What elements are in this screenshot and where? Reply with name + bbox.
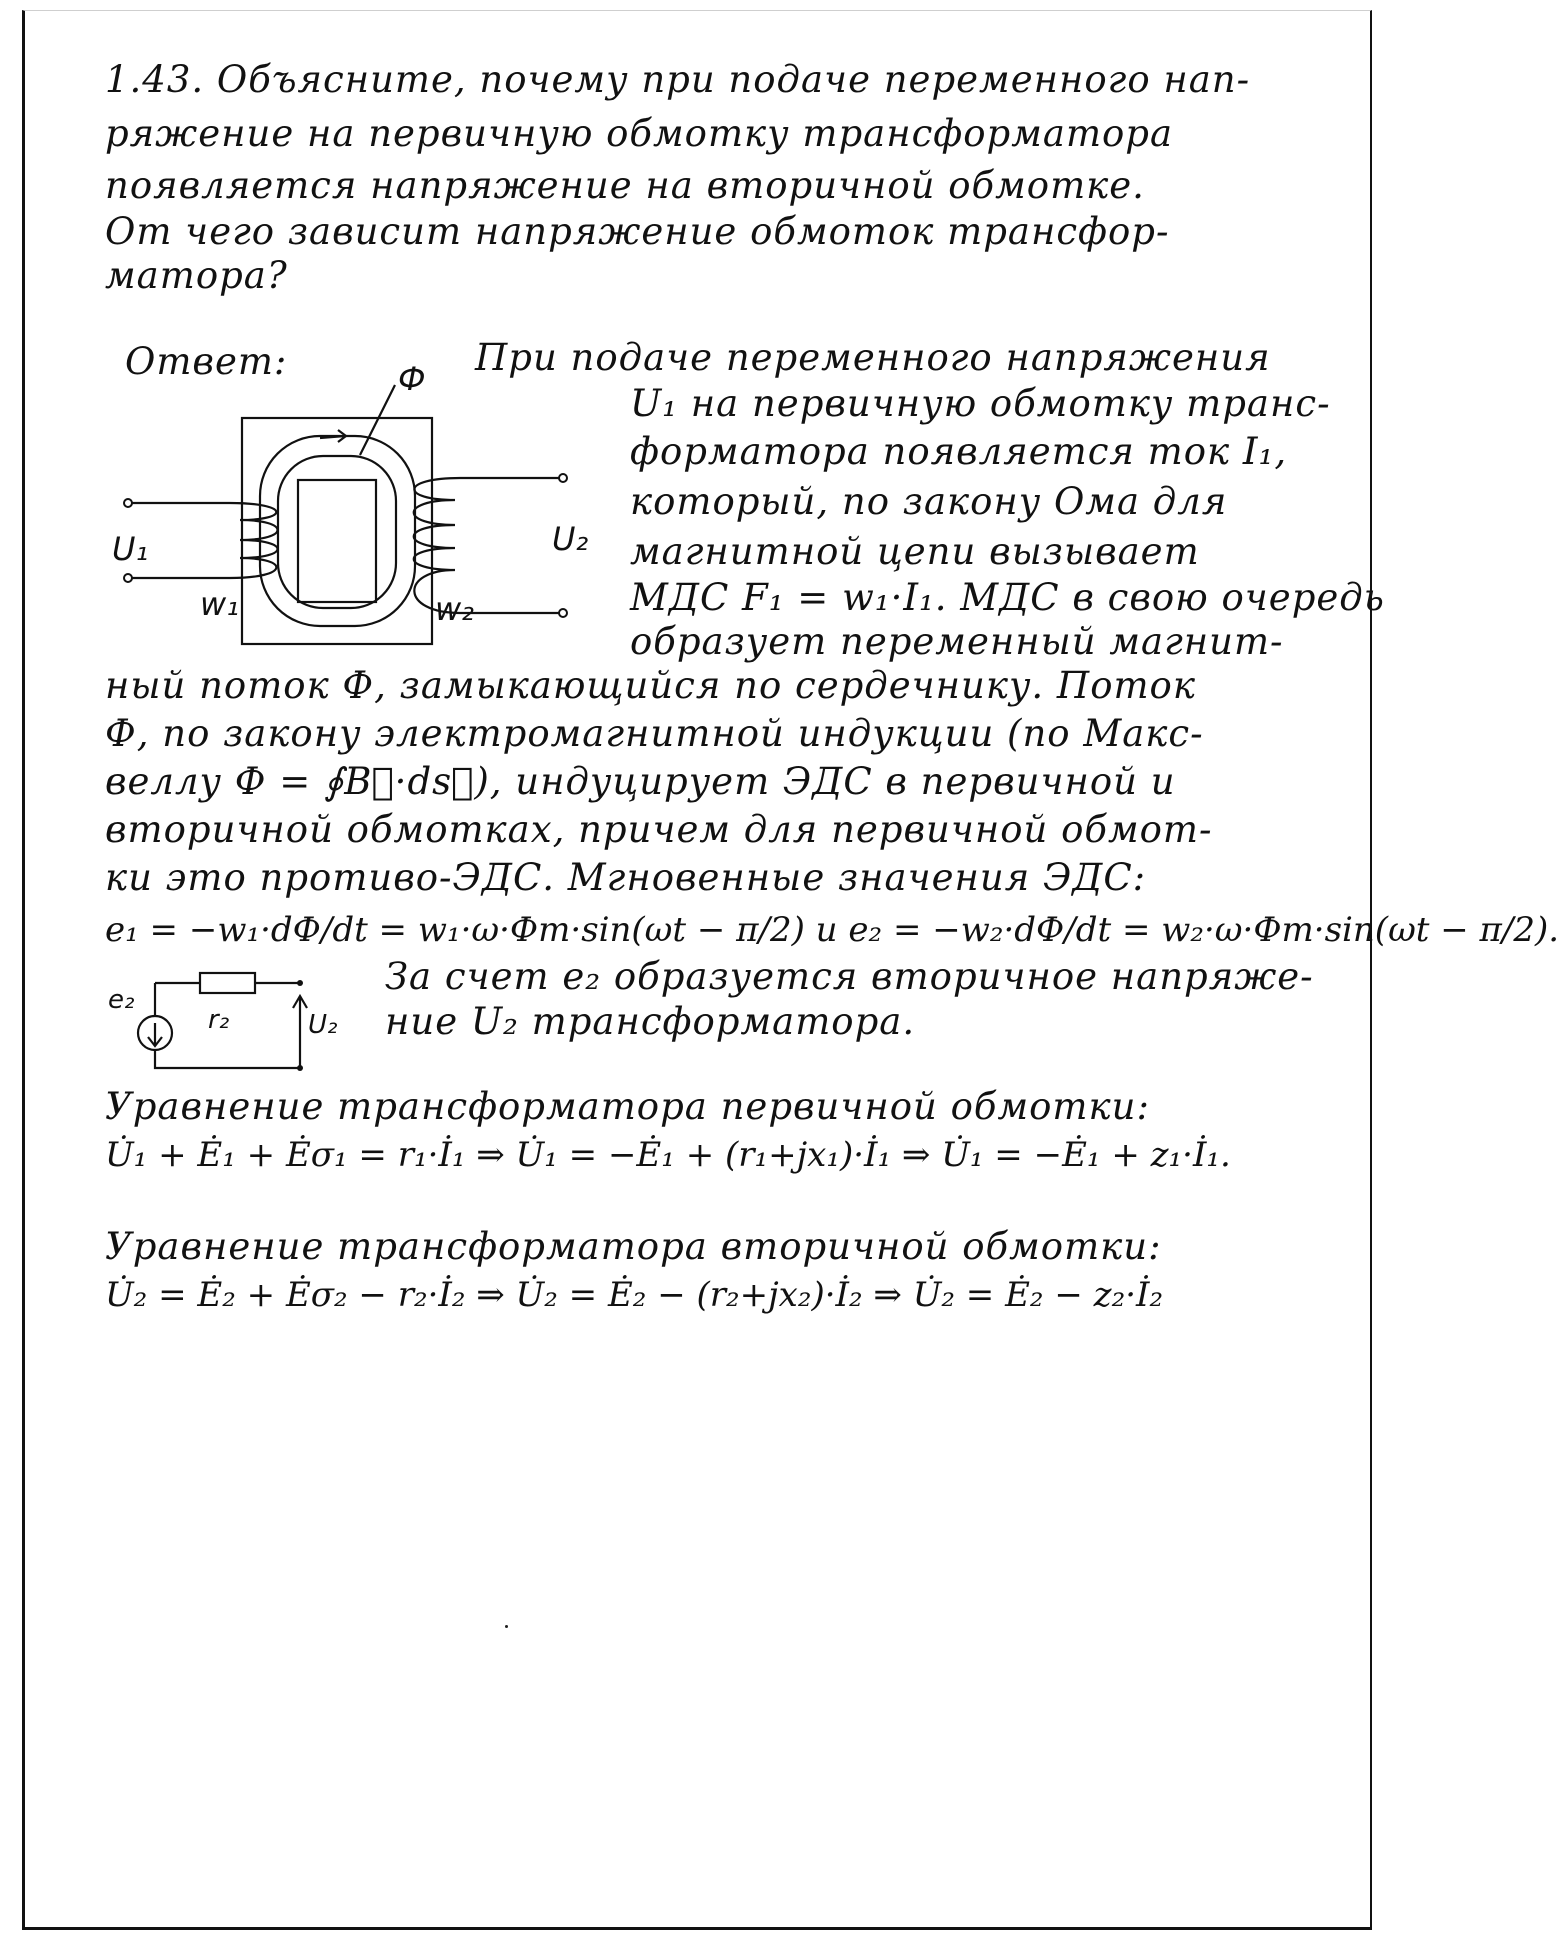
flux-loop-outer	[260, 436, 415, 626]
primary-title: Уравнение трансформатора первичной обмотки:	[105, 1085, 1150, 1128]
answer-line-5: ки это противо-ЭДС. Мгновенные значения ЭДС:	[105, 856, 1147, 899]
u1-label: U₁	[112, 530, 149, 568]
core-outer	[242, 418, 432, 644]
core-window	[298, 480, 376, 602]
answer-right-line-1: При подаче переменного напряжения	[475, 336, 1271, 379]
primary-equation: U̇₁ + Ė₁ + Ėσ₁ = r₁·İ₁ ⇒ U̇₁ = −Ė₁ + (r₁+jx₁)·İ₁ ⇒ U̇₁ = −Ė₁ + z₁·İ₁.	[105, 1135, 1231, 1175]
u2-circuit-label: U₂	[308, 1010, 338, 1040]
answer-line-2: Ф, по закону электромагнитной индукции (по Макс-	[105, 712, 1204, 755]
terminal-u1-bottom	[124, 574, 132, 582]
answer-right-line-2: U₁ на первичную обмотку транс-	[630, 382, 1331, 425]
problem-line-4: От чего зависит напряжение обмоток трансфор-	[105, 210, 1170, 253]
answer-right-line-6: МДС F₁ = w₁·I₁. МДС в свою очередь	[630, 576, 1385, 619]
after-line-2: ние U₂ трансформатора.	[385, 1000, 916, 1043]
secondary-equation: U̇₂ = Ė₂ + Ėσ₂ − r₂·İ₂ ⇒ U̇₂ = Ė₂ − (r₂+jx₂)·İ₂ ⇒ U̇₂ = Ė₂ − z₂·İ₂	[105, 1275, 1164, 1315]
answer-label: Ответ:	[125, 340, 288, 383]
resistor-r2	[200, 973, 255, 993]
transformer-diagram	[110, 360, 590, 650]
e2-label: e₂	[108, 985, 135, 1015]
answer-right-line-4: который, по закону Ома для	[630, 480, 1228, 523]
secondary-title: Уравнение трансформатора вторичной обмотки:	[105, 1225, 1162, 1268]
after-line-1: За счет e₂ образуется вторичное напряже-	[385, 955, 1314, 998]
r2-label: r₂	[208, 1005, 230, 1035]
answer-line-4: вторичной обмотках, причем для первичной обмот-	[105, 808, 1213, 851]
flux-loop-inner	[278, 456, 396, 608]
problem-line-2: ряжение на первичную обмотку трансформатора	[105, 112, 1174, 155]
problem-line-1: 1.43. Объясните, почему при подаче переменного нап-	[105, 58, 1251, 101]
emf-equation: e₁ = −w₁·dФ/dt = w₁·ω·Фm·sin(ωt − π/2) и e₂ = −w₂·dФ/dt = w₂·ω·Фm·sin(ωt − π/2).	[105, 910, 1559, 950]
problem-line-3: появляется напряжение на вторичной обмотке.	[105, 164, 1145, 207]
terminal-u2-top	[559, 474, 567, 482]
problem-line-5: матора?	[105, 254, 288, 297]
answer-right-line-5: магнитной цепи вызывает	[630, 530, 1200, 573]
terminal-u1-top	[124, 499, 132, 507]
answer-line-1: ный поток Ф, замыкающийся по сердечнику. Поток	[105, 664, 1196, 707]
w2-label: w₂	[435, 590, 474, 628]
answer-right-line-3: форматора появляется ток I₁,	[630, 430, 1288, 473]
answer-line-3: веллу Ф = ∮B⃗·ds⃗), индуцирует ЭДС в первичной и	[105, 760, 1176, 803]
terminal-u2-bottom	[559, 609, 567, 617]
u2-label: U₂	[552, 520, 589, 558]
flux-label: Ф	[398, 360, 426, 398]
w1-label: w₁	[200, 585, 239, 623]
answer-right-line-7: образует переменный магнит-	[630, 620, 1284, 663]
paper-speck	[505, 1625, 508, 1628]
